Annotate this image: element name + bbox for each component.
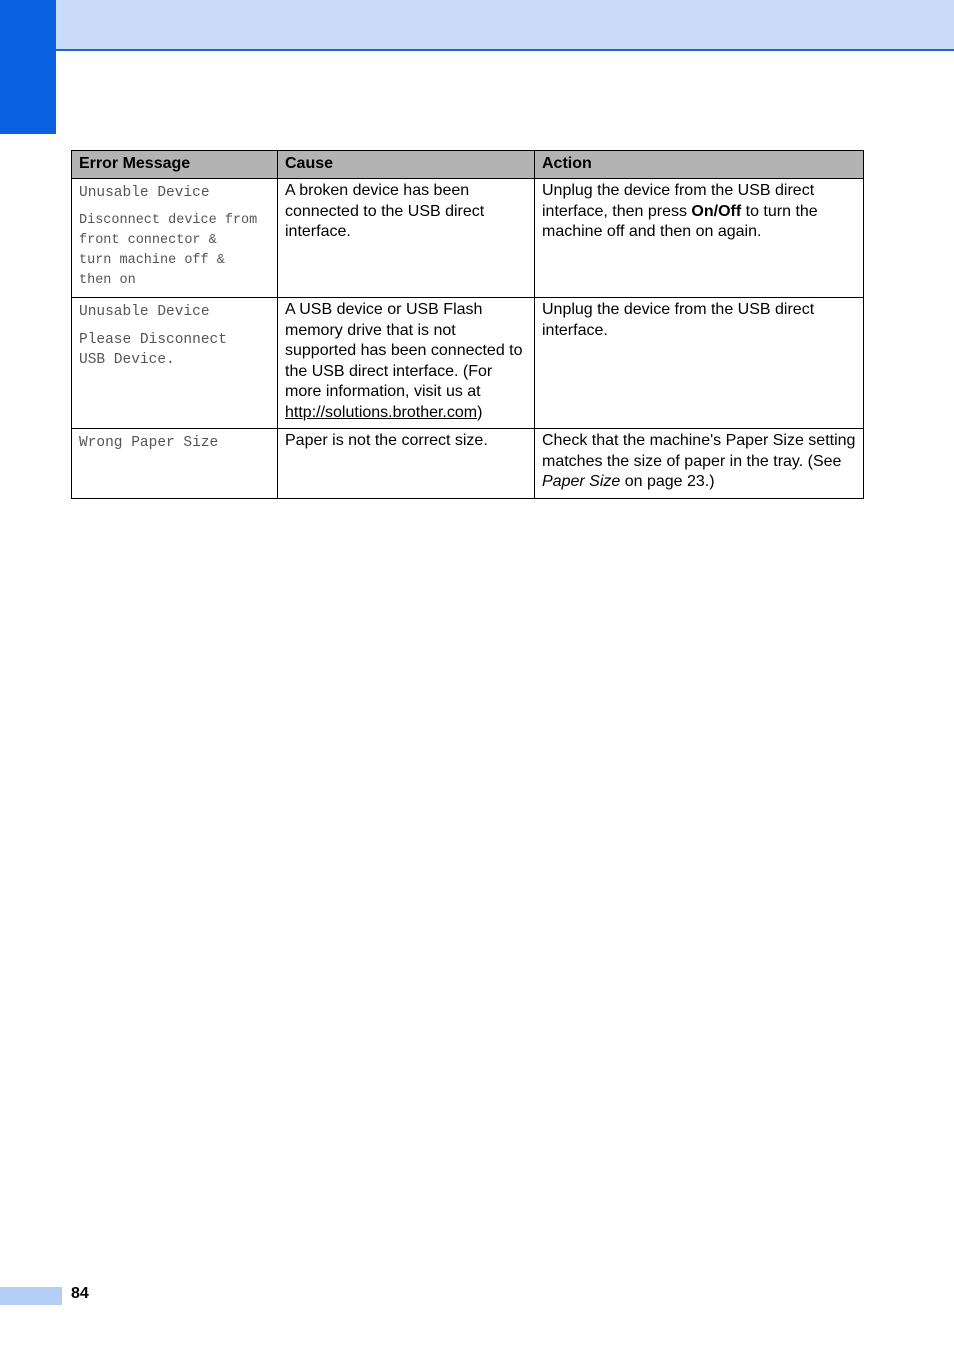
cause-text: Paper is not the correct size. [285,432,488,449]
column-header-cause: Cause [278,151,535,179]
lcd-message-detail [79,330,270,370]
action-cell [535,429,864,499]
page-number: 84 [71,1285,89,1302]
lcd-line: then on [79,273,136,288]
action-text: Unplug the device from the USB direct interface, then press [542,182,815,220]
chapter-tab [0,0,56,134]
action-text: Check that the machine's Paper Size setting matches the size of paper in the tray. (See [542,432,856,470]
action-text: on page 23.) [620,473,715,490]
action-text: to turn the machine off and then on again. [542,202,818,240]
paper-size-reference: Paper Size [542,473,621,490]
column-header-action: Action [535,151,864,179]
error-message-cell [72,179,278,298]
cause-cell [278,179,535,298]
action-cell [535,298,864,429]
action-cell [535,179,864,298]
cause-cell [278,298,535,429]
error-message-cell [72,429,278,499]
cause-text: A broken device has been connected to the USB direct interface. [285,182,485,240]
table-row [72,429,864,499]
lcd-message-title: Unusable Device [79,304,210,320]
action-text: Unplug the device from the USB direct interface. [542,301,815,339]
header-band [0,0,954,51]
lcd-line: Disconnect device from [79,213,258,228]
table-row [72,298,864,429]
lcd-message-title: Wrong Paper Size [79,435,219,451]
table-row [72,179,864,298]
error-message-cell [72,298,278,429]
cause-cell [278,429,535,499]
on-off-key-label: On/Off [691,202,742,220]
lcd-line: front connector & [79,233,217,248]
solutions-link[interactable]: http://solutions.brother.com [285,403,478,421]
table-header-row [72,151,864,179]
cause-text: ) [477,403,483,421]
lcd-message-detail [79,211,270,291]
lcd-message-title: Unusable Device [79,185,210,201]
column-header-error-message: Error Message [72,151,278,179]
lcd-line: Please Disconnect [79,332,227,348]
page-number-bar [0,1287,62,1305]
lcd-line: USB Device. [79,352,175,368]
cause-text: A USB device or USB Flash memory drive that is not supported has been connected to the USB direct interface. (For more information, visit us at [285,301,523,400]
lcd-line: turn machine off & [79,253,225,268]
error-table [71,150,864,499]
